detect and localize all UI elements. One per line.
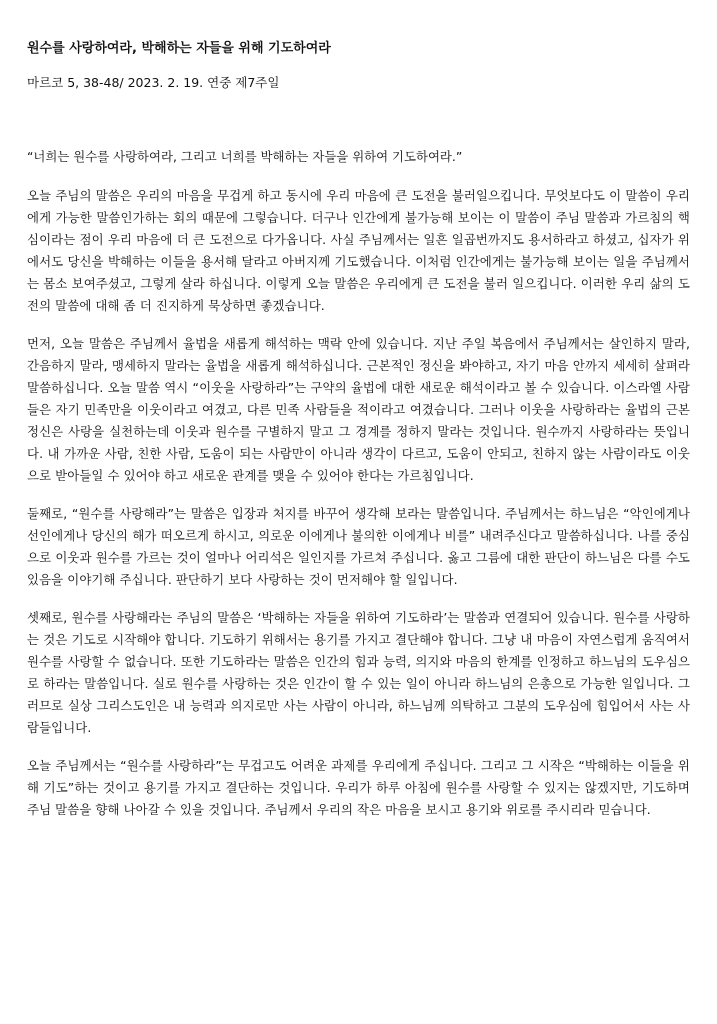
scripture-quote: “너희는 원수를 사랑하여라, 그리고 너희를 박해하는 자들을 위하여 기도하여라.” [27,149,463,164]
paragraph-first-point: 먼저, 오늘 말씀은 주님께서 율법을 새롭게 해석하는 맥락 안에 있습니다. 지난 주일 복음에서 주님께서는 살인하지 말라, 간음하지 말라, 맹세하지 말라는 율법을 새롭게 해석하십니다. 근본적인 정신을 봐야하고, 자기 마음 안까지 세세히 살펴라 말씀하십니다. 오늘 말씀 역시 “이웃을 사랑하라”는 구약의 율법에 대한 새로운 해석이라고 볼 수 있습니다. 이스라엘 사람들은 자기 민족만을 이웃이라고 여겼고, 다른 민족 사람들을 적이라고 여겼습니다. 그러나 이웃을 사랑하라는 율법의 근본 정신은 사랑을 실천하는데 이웃과 원수를 구별하지 말고 그 경계를 정하지 말라는 것입니다. 원수까지 사랑하라는 뜻입니다. 내 가까운 사람, 친한 사람, 도움이 되는 사람만이 아니라 생각이 다르고, 도움이 안되고, 친하지 않는 사람이라도 이웃으로 받아들일 수 있어야 하고 새로운 관계를 맺을 수 있어야 한다는 가르침입니다. [27,336,690,483]
document-title: 원수를 사랑하여라, 박해하는 자들을 위해 기도하여라 [27,41,331,56]
paragraph-second-point: 둘째로, “원수를 사랑해라”는 말씀은 입장과 처지를 바꾸어 생각해 보라는 말씀입니다. 주님께서는 하느님은 “악인에게나 선인에게나 당신의 해가 떠오르게 하시고, 의로운 이에게나 불의한 이에게나 비를” 내려주신다고 말씀하십니다. 나를 중심으로 이웃과 원수를 가르는 것이 얼마나 어리석은 일인지를 가르쳐 주십니다. 옳고 그름에 대한 판단이 하느님은 다를 수도 있음을 이야기해 주십니다. 판단하기 보다 사랑하는 것이 먼저해야 할 일입니다. [27,506,690,587]
paragraph-third-point: 셋째로, 원수를 사랑해라는 주님의 말씀은 ‘박해하는 자들을 위하여 기도하라’는 말씀과 연결되어 있습니다. 원수를 사랑하는 것은 기도로 시작해야 합니다. 기도하기 위해서는 용기를 가지고 결단해야 합니다. 그냥 내 마음이 자연스럽게 움직여서 원수를 사랑할 수 없습니다. 또한 기도하라는 말씀은 인간의 힘과 능력, 의지와 마음의 한계를 인정하고 하느님의 도우심으로 하라는 말씀입니다. 실로 원수를 사랑하는 것은 인간이 할 수 있는 일이 아니라 하느님의 은총으로 가능한 일입니다. 그러므로 실상 그리스도인은 내 능력과 의지로만 사는 사람이 아니라, 하느님께 의탁하고 그분의 도우심에 힘입어서 사는 사람들입니다. [27,610,690,735]
document-reference: 마르코 5, 38-48/ 2023. 2. 19. 연중 제7주일 [27,75,280,90]
paragraph-conclusion: 오늘 주님께서는 “원수를 사랑하라”는 무겁고도 어려운 과제를 우리에게 주십니다. 그리고 그 시작은 “박해하는 이들을 위해 기도”하는 것이고 용기를 가지고 결단하는 것입니다. 우리가 하루 아침에 원수를 사랑할 수 있지는 않겠지만, 기도하며 주님 말씀을 향해 나아갈 수 있을 것입니다. 주님께서 우리의 작은 마음을 보시고 용기와 위로를 주시리라 믿습니다. [27,758,690,817]
paragraph-introduction: 오늘 주님의 말씀은 우리의 마음을 무겁게 하고 동시에 우리 마음에 큰 도전을 불러일으킵니다. 무엇보다도 이 말씀이 우리에게 가능한 말씀인가하는 회의 때문에 그렇습니다. 더구나 인간에게 불가능해 보이는 이 말씀이 주님 말씀과 가르침의 핵심이라는 점이 우리 마음에 더 큰 도전으로 다가옵니다. 사실 주님께서는 일흔 일곱번까지도 용서하라고 하셨고, 십자가 위에서도 당신을 박해하는 이들을 용서해 달라고 아버지께 기도했습니다. 이처럼 인간에게는 불가능해 보이는 일을 주님께서는 몸소 보여주셨고, 그렇게 살라 하십니다. 이렇게 오늘 말씀은 우리에게 큰 도전을 불러 일으킵니다. 이러한 우리 삶의 도전의 말씀에 대해 좀 더 진지하게 묵상하면 좋겠습니다. [27,188,690,313]
